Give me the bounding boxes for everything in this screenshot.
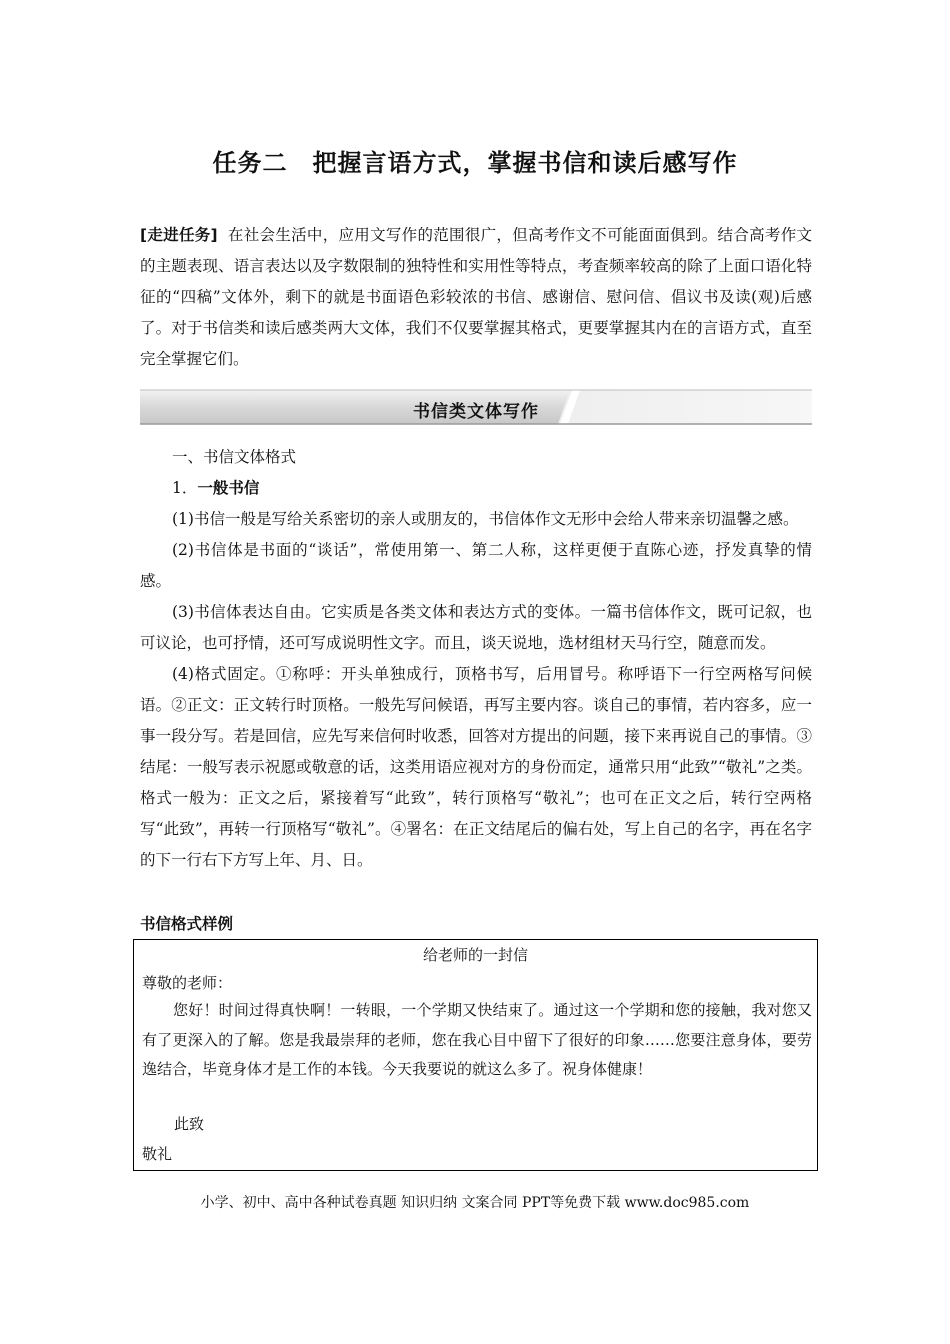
section-heading-1: 一、书信文体格式 bbox=[172, 448, 297, 466]
intro-paragraph bbox=[140, 220, 812, 375]
section-body bbox=[140, 442, 812, 876]
paragraph-2: (2)书信体是书面的“谈话”，常使用第一、第二人称，这样更便于直陈心迹，抒发真挚的情感。 bbox=[140, 541, 812, 590]
paragraph-4: (4)格式固定。①称呼：开头单独成行，顶格书写，后用冒号。称呼语下一行空两格写问候语。②正文：正文转行时顶格。一般先写问候语，再写主要内容。谈自己的事情，若内容多，应一事一段分写。若是回信，应先写来信何时收悉，回答对方提出的问题，接下来再说自己的事情。③结尾：一般写表示祝愿或敬意的话，这类用语应视对方的身份而定，通常只用“此致”“敬礼”之类。格式一般为：正文之后，紧接着写“此致”，转行顶格写“敬礼”；也可在正文之后，转行空两格写“此致”，再转一行顶格写“敬礼”。④署名：在正文结尾后的偏右处，写上自己的名字，再在名字的下一行右下方写上年、月、日。 bbox=[140, 665, 812, 869]
letter-sample-box bbox=[133, 939, 818, 1171]
letter-body: 您好！时间过得真快啊！一转眼，一个学期又快结束了。通过这一个学期和您的接触，我对您又有了更深入的了解。您是我最崇拜的老师，您在我心目中留下了很好的印象……您要注意身体，要劳逸结合，毕竟身体才是工作的本钱。今天我要说的就这么多了。祝身体健康！ bbox=[142, 1001, 812, 1078]
letter-title: 给老师的一封信 bbox=[422, 946, 528, 964]
paragraph-3: (3)书信体表达自由。它实质是各类文体和表达方式的变体。一篇书信体作文，既可记叙，也可议论，也可抒情，还可写成说明性文字。而且，谈天说地，选材组材天马行空，随意而发。 bbox=[140, 603, 812, 652]
heading-2-text: 一般书信 bbox=[197, 479, 260, 497]
letter-closing-2: 敬礼 bbox=[142, 1145, 173, 1163]
intro-tag: [走进任务] bbox=[140, 226, 218, 244]
page-footer: 小学、初中、高中各种试卷真题 知识归纳 文案合同 PPT等免费下载 www.doc985.com bbox=[200, 1195, 750, 1211]
section-heading-2 bbox=[140, 473, 812, 504]
banner-label: 书信类文体写作 bbox=[413, 402, 539, 422]
letter-salutation: 尊敬的老师： bbox=[142, 974, 233, 992]
sample-label: 书信格式样例 bbox=[140, 915, 234, 933]
intro-text: 在社会生活中，应用文写作的范围很广，但高考作文不可能面面俱到。结合高考作文的主题表现、语言表达以及字数限制的独特性和实用性等特点，考查频率较高的除了上面口语化特征的“四稿”文体外，剩下的就是书面语色彩较浓的书信、感谢信、慰问信、倡议书及读(观)后感了。对于书信类和读后感类两大文体，我们不仅要掌握其格式，更要掌握其内在的言语方式，直至完全掌握它们。 bbox=[140, 226, 812, 368]
section-banner bbox=[140, 388, 812, 428]
heading-2-number: 1． bbox=[172, 479, 198, 497]
paragraph-1: (1)书信一般是写给关系密切的亲人或朋友的，书信体作文无形中会给人带来亲切温馨之感。 bbox=[172, 510, 799, 528]
page-title: 任务二 把握言语方式，掌握书信和读后感写作 bbox=[212, 149, 738, 177]
letter-closing-1: 此致 bbox=[174, 1115, 205, 1133]
